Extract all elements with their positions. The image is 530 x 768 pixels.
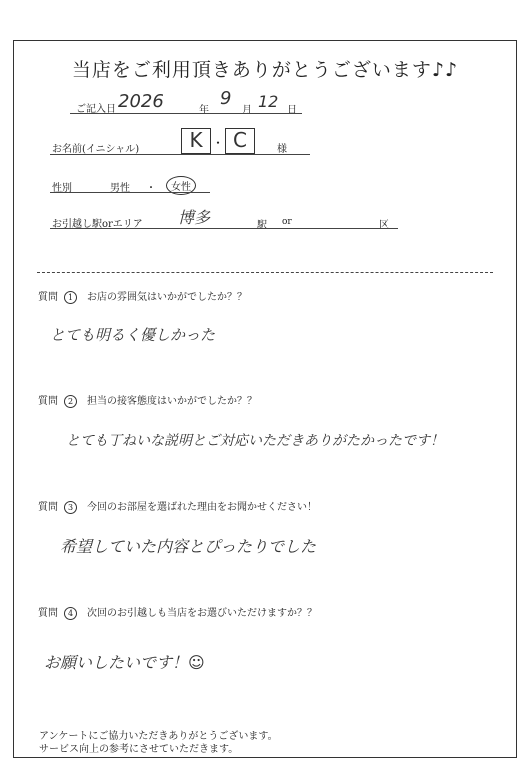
question-3 — [38, 498, 317, 514]
name-underline — [50, 154, 310, 155]
gender-separator: ・ — [146, 183, 156, 194]
date-year-label: 年 — [199, 105, 209, 116]
question-number: 3 — [64, 501, 77, 514]
date-year-value: 2026 — [118, 91, 164, 112]
question-2 — [38, 392, 257, 408]
name-label: お名前(イニシャル) — [52, 144, 140, 155]
station-value: 博多 — [178, 208, 211, 227]
station-underline — [50, 228, 398, 229]
date-underline — [70, 113, 302, 114]
station-ku: 区 — [379, 220, 389, 231]
gender-underline — [50, 192, 210, 193]
gender-label: 性別 — [52, 183, 72, 194]
initial-dot: ・ — [212, 136, 225, 150]
question-prefix: 質問 — [38, 292, 58, 303]
question-1 — [38, 288, 247, 304]
question-text: 次回のお引越しも当店をお選びいただけますか？？ — [87, 608, 317, 619]
question-number: 2 — [64, 395, 77, 408]
date-day-label: 日 — [287, 105, 297, 116]
footer-line-1: アンケートにご協力いただきありがとうございます。 — [39, 731, 278, 742]
initial2-box: C — [225, 128, 255, 154]
date-month-value: 9 — [220, 88, 232, 109]
name-suffix: 様 — [277, 144, 287, 155]
answer-2: とても丁ねいな説明とご対応いただきありがたかったです！ — [66, 433, 444, 449]
question-text: お店の雰囲気はいかがでしたか？？ — [87, 292, 247, 303]
question-4 — [38, 604, 317, 620]
station-label: お引越し駅orエリア — [52, 219, 143, 230]
question-prefix: 質問 — [38, 396, 58, 407]
date-month-label: 月 — [242, 105, 252, 116]
answer-4: お願いしたいです！☺ — [44, 653, 205, 672]
question-prefix: 質問 — [38, 608, 58, 619]
question-text: 担当の接客態度はいかがでしたか？？ — [87, 396, 257, 407]
answer-3: 希望していた内容とぴったりでした — [60, 537, 317, 556]
date-label: ご記入日 — [76, 104, 116, 115]
survey-title: 当店をご利用頂きありがとうございます♪♪ — [71, 59, 459, 81]
question-number: 1 — [64, 291, 77, 304]
footer-line-2: サービス向上の参考にさせていただきます。 — [39, 744, 239, 755]
question-text: 今回のお部屋を選ばれた理由をお聞かせください！ — [87, 502, 317, 513]
station-eki: 駅 — [257, 220, 267, 231]
date-day-value: 12 — [258, 92, 279, 111]
station-or: or — [282, 217, 292, 227]
question-number: 4 — [64, 607, 77, 620]
dashed-divider — [37, 272, 493, 273]
gender-male: 男性 — [110, 183, 130, 194]
answer-1: とても明るく優しかった — [50, 326, 216, 344]
question-prefix: 質問 — [38, 502, 58, 513]
initial1-box: K — [181, 128, 211, 154]
gender-female-circled: 女性 — [166, 176, 196, 195]
